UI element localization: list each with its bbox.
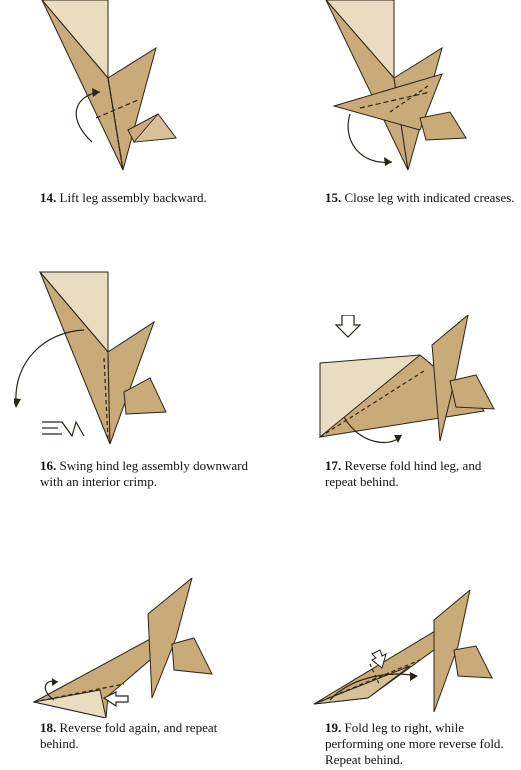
step-text: Reverse fold again, and repeat behind. [40,720,218,751]
step-16-diagram [14,262,184,447]
step-17-caption [325,458,515,490]
step-18-diagram [24,578,224,718]
step-text: Reverse fold hind leg, and repeat behind. [325,458,482,489]
push-arrow-icon [336,315,360,337]
step-14-caption [40,190,240,206]
step-19-caption [325,720,515,768]
step-19-diagram [310,590,500,720]
step-number: 17. [325,458,342,473]
step-text: Swing hind leg assembly downward with an interior crimp. [40,458,248,489]
step-15-diagram [300,0,480,175]
step-17-diagram [300,315,500,455]
step-text: Close leg with indicated creases. [344,190,515,205]
step-number: 18. [40,720,57,735]
step-number: 16. [40,458,57,473]
step-number: 15. [325,190,342,205]
step-number: 14. [40,190,57,205]
step-14-diagram [28,0,198,175]
step-number: 19. [325,720,342,735]
step-16-caption [40,458,250,490]
step-text: Lift leg assembly backward. [59,190,207,205]
step-18-caption [40,720,240,752]
step-15-caption [325,190,521,206]
step-text: Fold leg to right, while performing one more reverse fold. Repeat behind. [325,720,504,767]
crimp-symbol [42,422,84,436]
